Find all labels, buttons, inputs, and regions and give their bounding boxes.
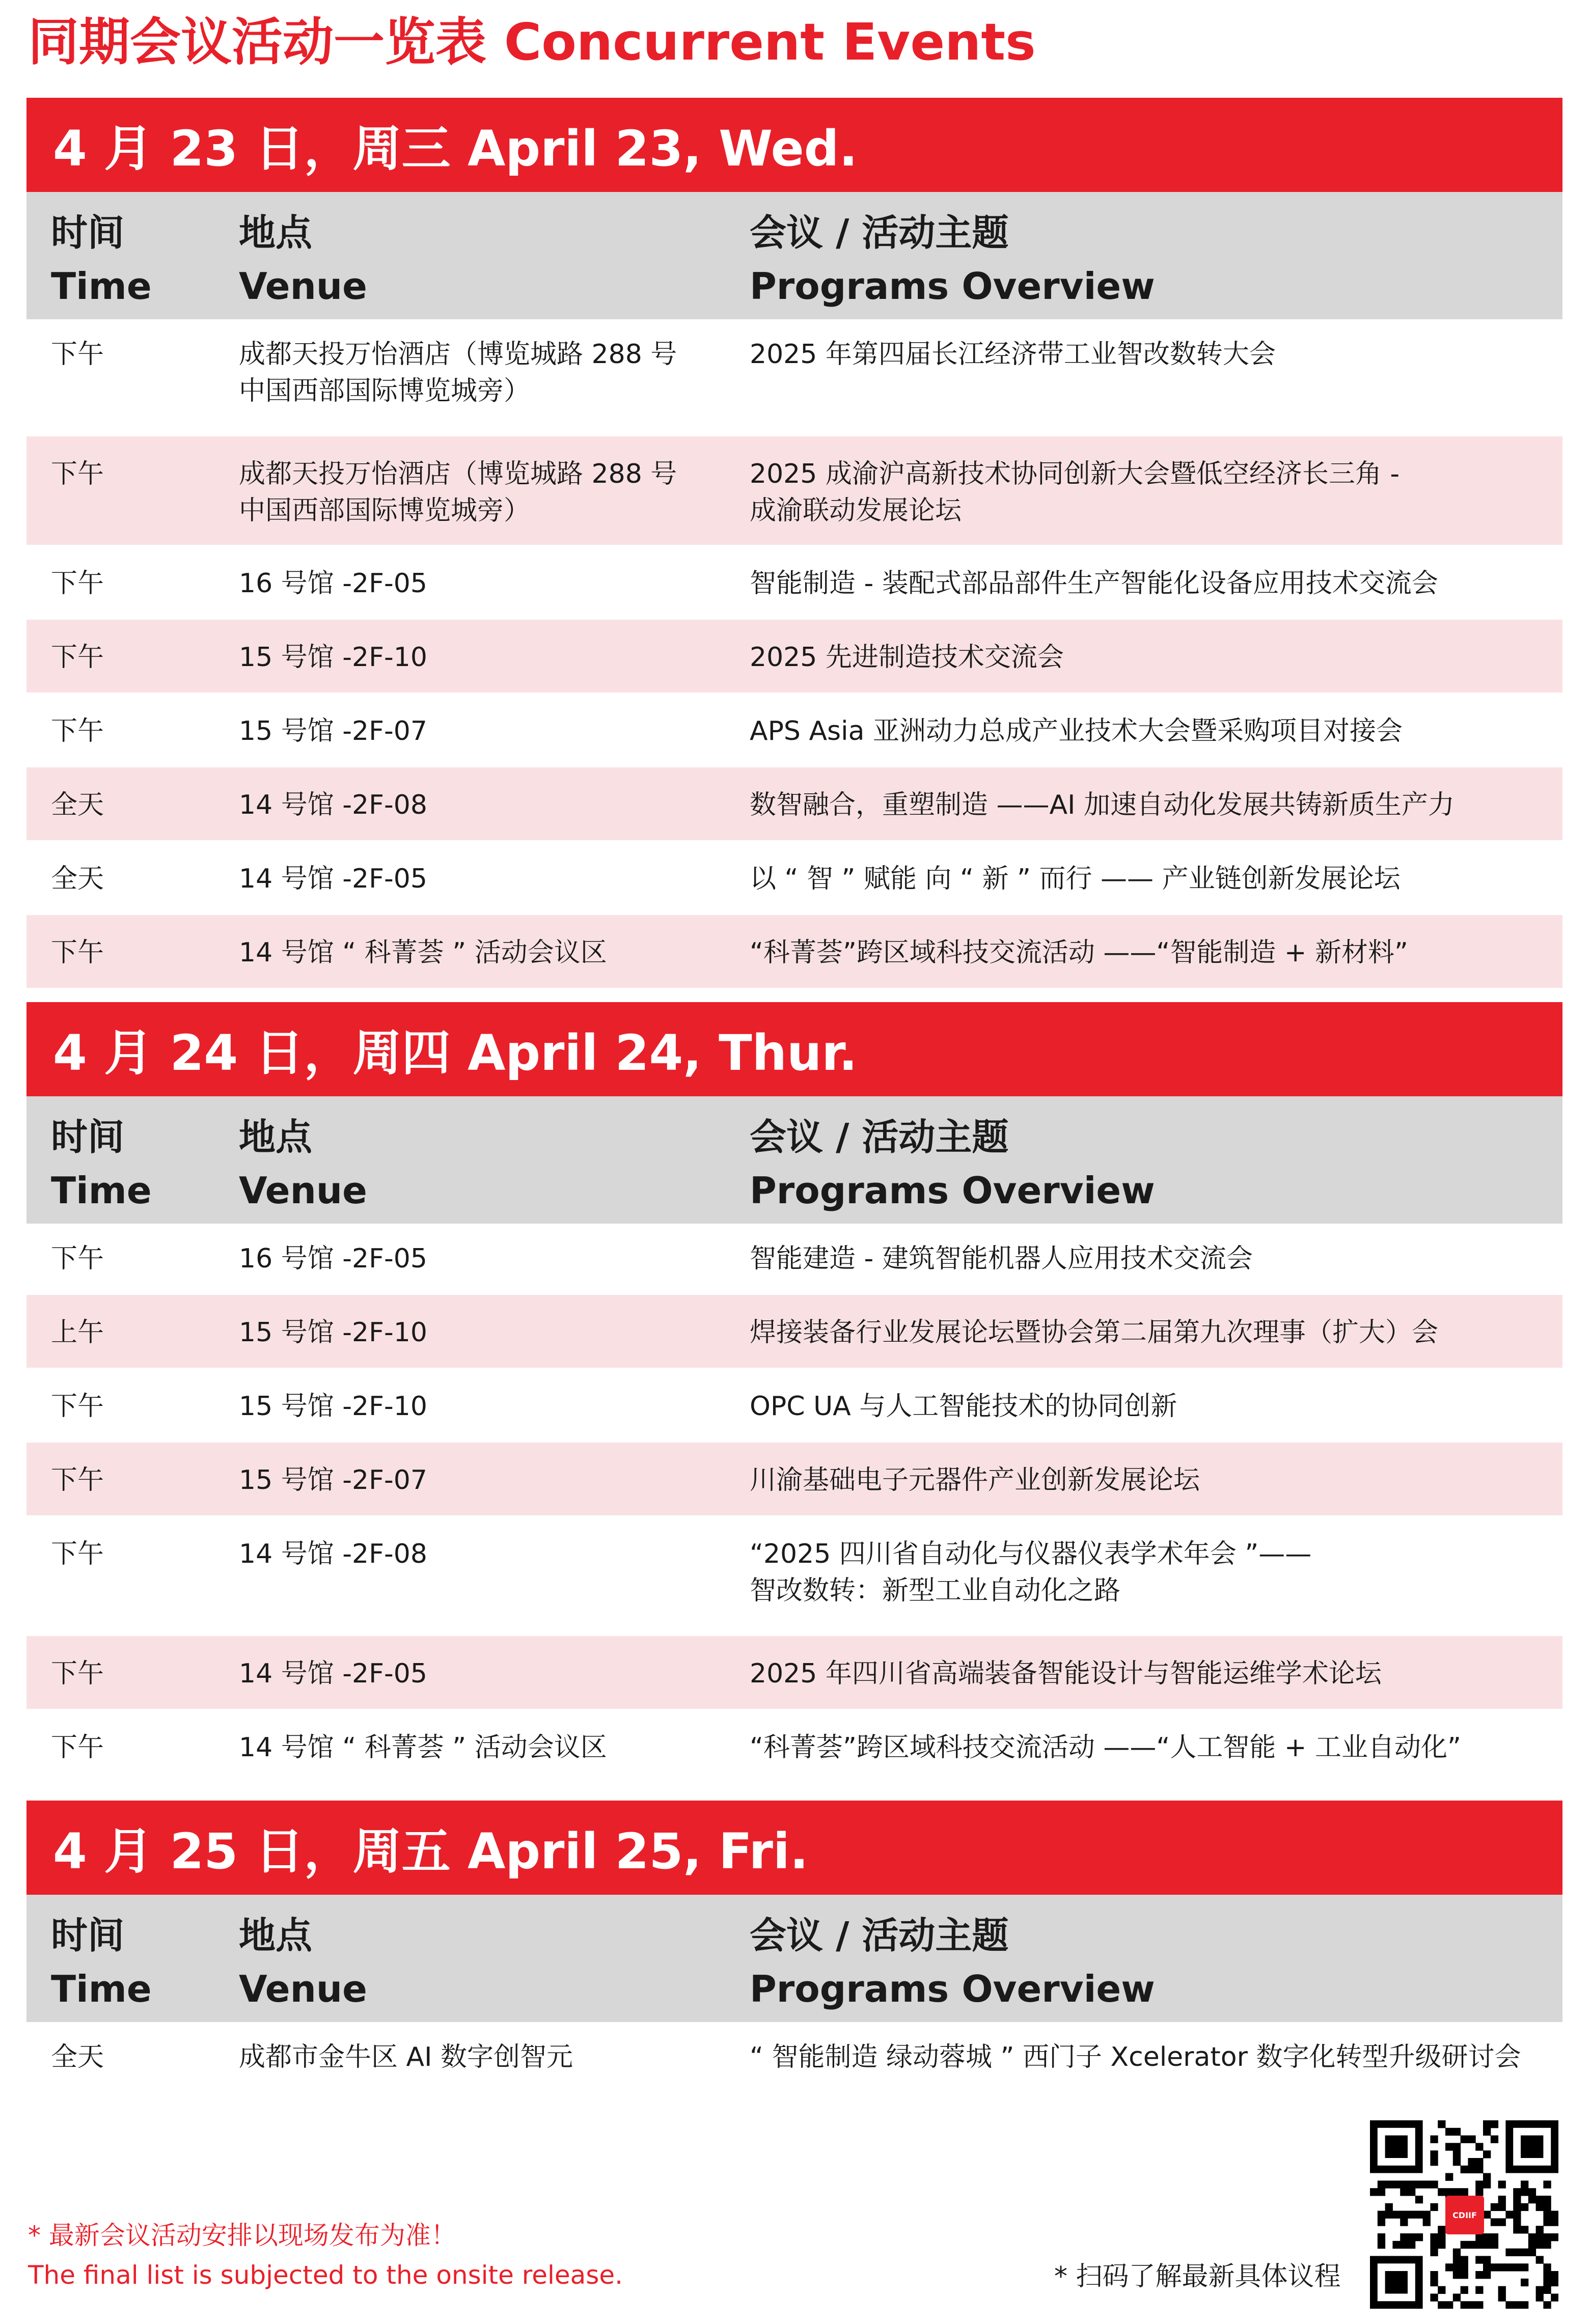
row-program: 川渝基础电子元器件产业创新发展论坛 xyxy=(750,1465,1200,1496)
row-venue: 15 号馆 -2F-07 xyxy=(239,1465,427,1496)
row-time: 下午 xyxy=(51,459,104,489)
row-program: APS Asia 亚洲动力总成产业技术大会暨采购项目对接会 xyxy=(750,716,1403,746)
row-time: 下午 xyxy=(51,1243,104,1274)
column-header xyxy=(26,1895,1562,2022)
row-time: 全天 xyxy=(51,790,104,820)
column-header-prog-en: Programs Overview xyxy=(750,1968,1155,2010)
column-header-prog-cn: 会议 / 活动主题 xyxy=(750,1116,1009,1158)
column-header-time-cn: 时间 xyxy=(51,211,125,254)
row-program: “科菁荟”跨区域科技交流活动 ——“智能制造 + 新材料” xyxy=(750,937,1408,968)
column-header-time xyxy=(51,1111,152,1218)
row-time: 下午 xyxy=(51,1732,104,1763)
column-header xyxy=(26,192,1562,319)
column-header-time-cn: 时间 xyxy=(51,1116,125,1158)
qr-code[interactable] xyxy=(1370,2120,1558,2309)
table-row xyxy=(26,1710,1562,1783)
row-program: 焊接装备行业发展论坛暨协会第二届第九次理事（扩大）会 xyxy=(750,1317,1439,1348)
row-program: 智能制造 - 装配式部品部件生产智能化设备应用技术交流会 xyxy=(750,568,1438,599)
row-program: 智能建造 - 建筑智能机器人应用技术交流会 xyxy=(750,1243,1253,1274)
column-header-venue-en: Venue xyxy=(239,265,367,308)
column-header-venue-cn: 地点 xyxy=(239,1914,313,1957)
column-header-time-cn: 时间 xyxy=(51,1914,125,1957)
column-header-venue-en: Venue xyxy=(239,1169,367,1212)
table-row xyxy=(26,1295,1562,1368)
column-header-venue xyxy=(239,206,367,313)
column-header-prog-cn: 会议 / 活动主题 xyxy=(750,211,1009,254)
row-venue: 14 号馆 “ 科菁荟 ” 活动会议区 xyxy=(239,1732,607,1763)
column-header-venue xyxy=(239,1909,367,2016)
scan-note: * 扫码了解最新具体议程 xyxy=(1054,2261,1341,2292)
table-row xyxy=(26,1516,1562,1625)
table-row xyxy=(26,1443,1562,1515)
row-venue: 16 号馆 -2F-05 xyxy=(239,1243,427,1274)
column-header-prog-cn: 会议 / 活动主题 xyxy=(750,1914,1009,1957)
day-banner: 4 月 24 日，周四 April 24, Thur. xyxy=(26,1002,1562,1096)
row-venue: 14 号馆 -2F-08 xyxy=(239,1539,427,1569)
row-venue: 15 号馆 -2F-10 xyxy=(239,1317,427,1348)
column-header-venue xyxy=(239,1111,367,1218)
column-header xyxy=(26,1096,1562,1224)
row-time: 下午 xyxy=(51,642,104,673)
day-banner: 4 月 23 日，周三 April 23, Wed. xyxy=(26,98,1562,192)
column-header-venue-cn: 地点 xyxy=(239,211,313,254)
row-time: 下午 xyxy=(51,339,104,370)
table-row xyxy=(26,841,1562,914)
table-row xyxy=(26,1221,1562,1294)
table-row xyxy=(26,317,1562,425)
table-row xyxy=(26,694,1562,766)
column-header-time xyxy=(51,1909,152,2016)
row-time: 下午 xyxy=(51,1539,104,1569)
row-time: 下午 xyxy=(51,1391,104,1422)
table-row xyxy=(26,915,1562,988)
cdiif-logo: CDIIF xyxy=(1445,2196,1484,2234)
row-program: “科菁荟”跨区域科技交流活动 ——“人工智能 + 工业自动化” xyxy=(750,1732,1461,1763)
table-row xyxy=(26,2019,1562,2092)
row-venue: 成都天投万怡酒店（博览城路 288 号 中国西部国际博览城旁） xyxy=(239,459,677,526)
row-venue: 14 号馆 -2F-05 xyxy=(239,1658,427,1689)
row-program: 数智融合，重塑制造 ——AI 加速自动化发展共铸新质生产力 xyxy=(750,790,1455,820)
row-venue: 成都天投万怡酒店（博览城路 288 号 中国西部国际博览城旁） xyxy=(239,339,677,406)
day-banner: 4 月 25 日，周五 April 25, Fri. xyxy=(26,1801,1562,1895)
row-program: 2025 先进制造技术交流会 xyxy=(750,642,1064,673)
row-program: OPC UA 与人工智能技术的协同创新 xyxy=(750,1391,1177,1422)
row-program: 2025 年四川省高端装备智能设计与智能运维学术论坛 xyxy=(750,1658,1382,1689)
row-venue: 15 号馆 -2F-10 xyxy=(239,642,427,673)
row-venue: 15 号馆 -2F-07 xyxy=(239,716,427,746)
row-time: 下午 xyxy=(51,1658,104,1689)
table-row xyxy=(26,767,1562,840)
row-time: 下午 xyxy=(51,1465,104,1496)
row-venue: 14 号馆 -2F-05 xyxy=(239,864,427,894)
column-header-time-en: Time xyxy=(51,1169,152,1212)
row-program: “ 智能制造 绿动蓉城 ” 西门子 Xcelerator 数字化转型升级研讨会 xyxy=(750,2042,1521,2072)
footnote-cn: * 最新会议活动安排以现场发布为准！ xyxy=(28,2221,456,2250)
column-header-prog xyxy=(750,1909,1155,2016)
row-program: 2025 年第四届长江经济带工业智改数转大会 xyxy=(750,339,1276,370)
column-header-venue-en: Venue xyxy=(239,1968,367,2010)
row-venue: 16 号馆 -2F-05 xyxy=(239,568,427,599)
row-venue: 15 号馆 -2F-10 xyxy=(239,1391,427,1422)
page-title: 同期会议活动一览表 Concurrent Events xyxy=(28,12,1036,72)
table-row xyxy=(26,620,1562,693)
column-header-prog xyxy=(750,206,1155,313)
column-header-time-en: Time xyxy=(51,265,152,308)
table-row xyxy=(26,1369,1562,1442)
row-program: 以 “ 智 ” 赋能 向 “ 新 ” 而行 —— 产业链创新发展论坛 xyxy=(750,864,1401,894)
row-venue: 14 号馆 “ 科菁荟 ” 活动会议区 xyxy=(239,937,607,968)
row-venue: 成都市金牛区 AI 数字创智元 xyxy=(239,2042,573,2072)
table-row xyxy=(26,546,1562,619)
row-time: 下午 xyxy=(51,937,104,968)
row-time: 上午 xyxy=(51,1317,104,1348)
table-row xyxy=(26,1636,1562,1709)
column-header-prog-en: Programs Overview xyxy=(750,265,1155,308)
row-time: 全天 xyxy=(51,2042,104,2072)
row-program: “2025 四川省自动化与仪器仪表学术年会 ”—— 智改数转：新型工业自动化之路 xyxy=(750,1539,1312,1606)
column-header-time-en: Time xyxy=(51,1968,152,2010)
column-header-time xyxy=(51,206,152,313)
column-header-prog-en: Programs Overview xyxy=(750,1169,1155,1212)
row-time: 下午 xyxy=(51,716,104,746)
column-header-venue-cn: 地点 xyxy=(239,1116,313,1158)
table-row xyxy=(26,436,1562,545)
footnote-en: The final list is subjected to the onsite release. xyxy=(28,2260,623,2290)
row-venue: 14 号馆 -2F-08 xyxy=(239,790,427,820)
row-time: 全天 xyxy=(51,864,104,894)
column-header-prog xyxy=(750,1111,1155,1218)
row-program: 2025 成渝沪高新技术协同创新大会暨低空经济长三角 - 成渝联动发展论坛 xyxy=(750,459,1400,526)
row-time: 下午 xyxy=(51,568,104,599)
